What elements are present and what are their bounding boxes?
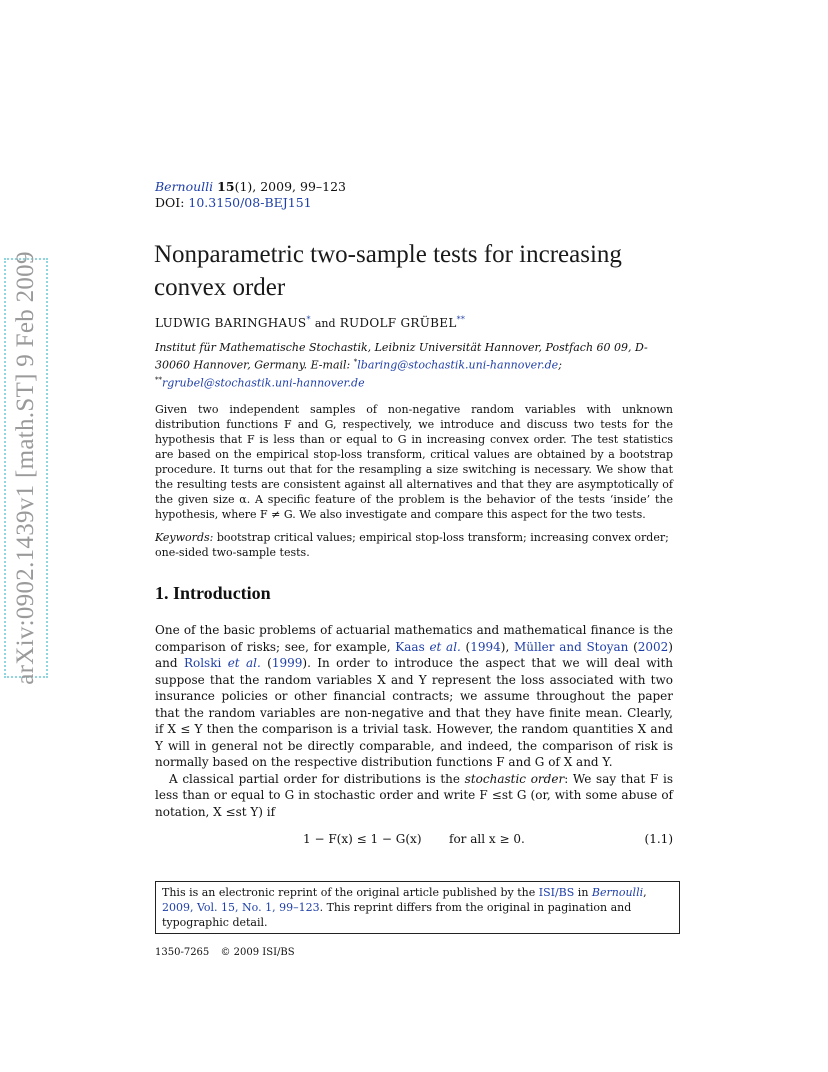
reprint-text-a: This is an electronic reprint of the original article published by the [162, 886, 536, 899]
author-1: LUDWIG BARINGHAUS [155, 316, 307, 330]
intro-paragraph-1: One of the basic problems of actuarial mathematics and mathematical finance is the comparison of risks; see, for example, Kaas et al. (1994), Müller and Stoyan (2002) and Rolski et al. (1999). In order to introduce the aspect that we will deal with suppose that the random variables X and Y represent the loss associated with two insurance policies or other financial contracts; we assume throughout the paper that the random variables are non-negative and that they have finite mean. Clearly, if X ≤ Y then the comparison is a trivial task. However, the random quantities X and Y will in general not be directly comparable, and indeed, the comparison of risk is normally based on the respective distribution functions F and G of X and Y. [155, 623, 673, 769]
author-2: RUDOLF GRÜBEL [339, 316, 457, 330]
email-1-mark: * [353, 358, 358, 366]
journal-citation [155, 179, 346, 211]
intro-body [155, 622, 673, 820]
ref-rolski-name: Rolski [183, 656, 222, 670]
ref-kaas-etal: et al. [429, 639, 461, 654]
authors-and: and [314, 317, 336, 330]
journal-volume: 15 [217, 179, 235, 194]
equation-lhs: 1 − F(x) ≤ 1 − G(x) [303, 832, 422, 846]
email-2-mark: ** [155, 375, 162, 384]
equation-1-1 [155, 832, 673, 850]
ref-kaas-name: Kaas [395, 639, 425, 654]
paper-title: Nonparametric two-sample tests for increasing convex order [154, 241, 622, 301]
affiliation [155, 340, 680, 390]
reprint-notice: This is an electronic reprint of the original article published by the ISI/BS in Bernoulli, 2009, Vol. 15, No. 1, 99–123. This reprint differs from the original in pagination and typographic detail. [155, 881, 680, 934]
author-line [155, 315, 465, 330]
ref-kaas-year[interactable]: 1994 [470, 639, 501, 654]
email-separator: ; [558, 358, 562, 372]
affiliation-text: Institut für Mathematische Stochastik, Leibniz Universität Hannover, Postfach 60 09, D-30060 Hannover, Germany. E-mail: [155, 341, 648, 372]
ref-kaas-link[interactable] [395, 640, 461, 654]
section-number: 1. [155, 583, 169, 603]
intro-p2-text-a: A classical partial order for distributions is the [169, 771, 460, 786]
section-heading [155, 583, 271, 604]
reprint-isi-link[interactable]: ISI/BS [538, 886, 575, 899]
keywords-label: Keywords: [155, 531, 214, 544]
reprint-in: in [577, 886, 589, 899]
arxiv-stamp [4, 251, 48, 685]
ref-rolski-year[interactable]: 1999 [271, 656, 303, 670]
keywords [155, 530, 673, 560]
ref-rolski-link[interactable] [184, 656, 261, 670]
ref-rolski-etal: et al. [227, 656, 261, 670]
email-2-link[interactable]: rgrubel@stochastik.uni-hannover.de [162, 376, 365, 390]
footer-copyright: © 2009 ISI/BS [220, 947, 295, 958]
intro-and: and [155, 656, 178, 670]
ref-muller-stoyan-link[interactable]: Müller and Stoyan [513, 639, 629, 654]
intro-p2-emphasis: stochastic order [464, 771, 565, 786]
reprint-text-b: . This reprint differs from the original in pagination and typographic detail. [162, 901, 632, 929]
arxiv-stamp-text: arXiv:0902.1439v1 [math.ST] 9 Feb 2009 [12, 251, 39, 685]
footer-issn: 1350-7265 [155, 947, 210, 958]
reprint-ref-link[interactable]: 2009, Vol. 15, No. 1, 99–123 [162, 901, 320, 914]
equation-condition: for all x ≥ 0. [449, 832, 525, 846]
author-1-mark[interactable]: * [306, 315, 311, 324]
intro-p2-text-b: : We say that F is less than or equal to G in stochastic order and write F ≤st G (or, with some abuse of notation, X ≤st Y) if [155, 771, 673, 819]
keywords-text: bootstrap critical values; empirical stop-loss transform; increasing convex order; one-sided two-sample tests. [155, 531, 669, 559]
section-title: Introduction [173, 583, 271, 603]
equation-number: (1.1) [644, 832, 673, 846]
intro-p1-text-b: . In order to introduce the aspect that we will deal with suppose that the random variables X and Y represent the loss associated with two insurance policies or other financial contracts; we assume throughout the paper that the random variables are non-negative and that they have finite mean. Clearly, if X ≤ Y then the comparison is a trivial task. However, the random quantities X and Y will in general not be directly comparable, and indeed, the comparison of risk is normally based on the respective distribution functions F and G of X and Y. [155, 656, 673, 769]
intro-paragraph-2 [155, 771, 673, 821]
doi-link[interactable]: 10.3150/08-BEJ151 [188, 195, 312, 210]
author-2-mark[interactable]: ** [456, 315, 466, 324]
journal-name-link[interactable]: Bernoulli [155, 179, 214, 194]
doi-label: DOI: [155, 195, 185, 210]
abstract: Given two independent samples of non-negative random variables with unknown distribution functions F and G, respectively, we introduce and discuss two tests for the hypothesis that F is less than or equal to G in increasing convex order. The test statistics are based on the empirical stop-loss transform, critical values are obtained by a bootstrap procedure. It turns out that for the resampling a size switching is necessary. We show that the resulting tests are consistent against all alternatives and that they are asymptotically of the given size α. A specific feature of the problem is the behavior of the tests ‘inside’ the hypothesis, where F ≠ G. We also investigate and compare this aspect for the two tests. [155, 403, 673, 521]
reprint-journal-link[interactable]: Bernoulli [591, 886, 644, 899]
intro-p1-text-a: One of the basic problems of actuarial mathematics and mathematical finance is the comparison of risks; see, for example, [155, 623, 673, 654]
email-1-link[interactable]: lbaring@stochastik.uni-hannover.de [357, 358, 559, 372]
page-footer [155, 947, 295, 958]
journal-issue-pages: (1), 2009, 99–123 [234, 179, 347, 194]
ref-muller-stoyan-year[interactable]: 2002 [637, 639, 669, 654]
